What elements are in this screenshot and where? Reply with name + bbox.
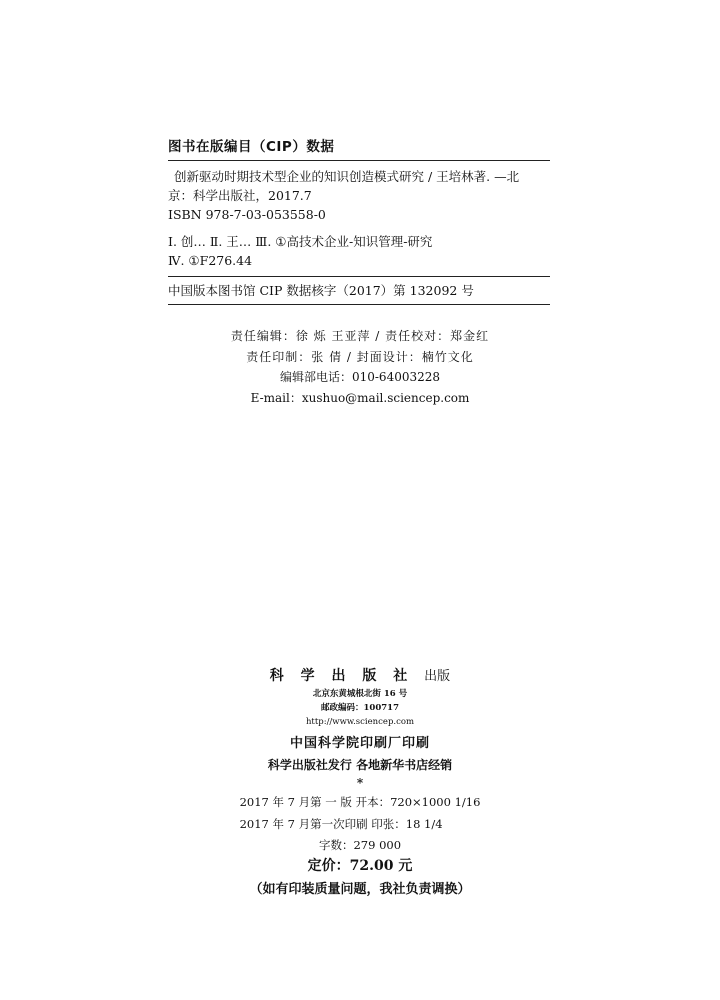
publisher-postcode: 邮政编码：100717 [321,703,399,713]
responsible-editors: 责任编辑：徐 烁 王亚萍 / 责任校对：郑金红 [230,329,490,343]
printing-and-cover-credits: 责任印制：张 倩 / 封面设计：楠竹文化 [246,349,474,364]
price: 定价：72.00 元 [307,858,413,874]
printer-name: 中国科学院印刷厂印刷 [289,736,430,751]
publisher-suffix: 出版 [424,669,451,684]
edition-line-1: 2017 年 7 月第 一 版 开本：720×1000 1/16 [239,795,481,809]
publisher-address: 北京东黄城根北街 16 号 [312,689,408,699]
cip-isbn: ISBN 978-7-03-053558-0 [168,207,326,222]
cip-bottom-rule [168,304,550,305]
edition-block [240,791,481,835]
editorial-email: E-mail：xushuo@mail.sciencep.com [250,390,470,405]
publisher-name-line [0,666,720,687]
publisher-name: 科 学 出 版 社 [269,668,414,684]
word-count: 字数：279 000 [318,838,402,852]
publisher-info [0,666,720,903]
cip-record-line-2: 京：科学出版社，2017.7 [168,188,312,203]
editorial-phone: 编辑部电话：010-64003228 [279,370,441,384]
editorial-credits [0,326,720,408]
distribution-line: 科学出版社发行 各地新华书店经销 [267,758,453,772]
cip-record-line-1: 创新驱动时期技术型企业的知识创造模式研究 / 王培林著. —北 [174,169,520,184]
separator-star: * [356,776,364,790]
quality-notice: （如有印装质量问题，我社负责调换） [249,882,471,897]
cip-number: 中国版本图书馆 CIP 数据核字（2017）第 132092 号 [168,283,474,298]
cip-title: 图书在版编目（CIP）数据 [168,139,335,155]
cip-classification-line-1: Ⅰ. 创… Ⅱ. 王… Ⅲ. ①高技术企业-知识管理-研究 [168,234,433,249]
cip-classification-line-2: Ⅳ. ①F276.44 [168,253,253,268]
cip-body [168,161,550,270]
cip-block [168,138,550,305]
edition-line-2: 2017 年 7 月第一次印刷 印张：18 1/4 [239,817,443,831]
publisher-url: http://www.sciencep.com [305,717,415,727]
